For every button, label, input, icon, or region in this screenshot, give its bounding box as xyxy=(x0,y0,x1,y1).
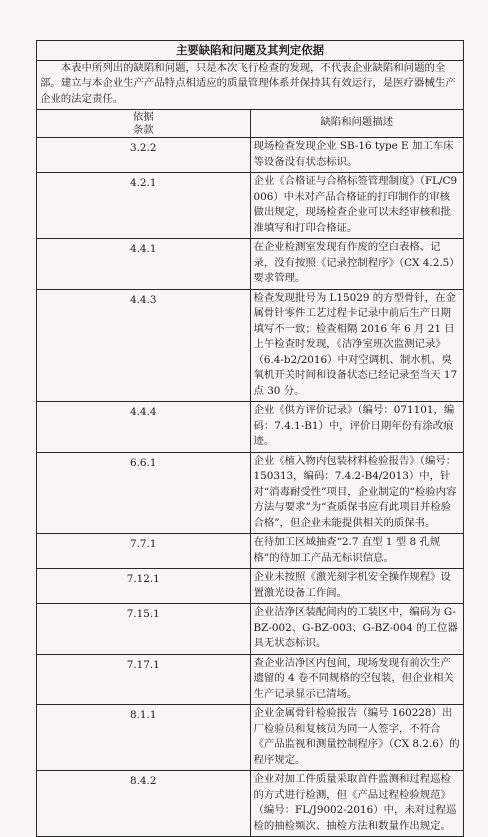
intro-row xyxy=(37,60,464,110)
finding-description: 企业对加工件质量采取首件监测和过程巡检的方式进行检测，但《产品过程检验规范》（编号：FL/J9002-2016）中，未对过程巡检的抽检频次、抽检方法和数量作出规定。 xyxy=(250,771,464,837)
findings-table-page xyxy=(36,40,464,837)
header-row xyxy=(37,110,464,138)
basis-clause: 4.4.1 xyxy=(37,239,251,290)
findings-rows xyxy=(37,138,464,837)
table-row xyxy=(37,173,464,239)
finding-description: 企业《植入物内包装材料检验报告》（编号：150313，编码：7.4.2-B4/2013）中，针对“消毒耐受性”项目，企业制定的“检验内容方法与要求”为“查质保书应有此项目并检验合格”，但企业未能提供相关的质保书。 xyxy=(250,452,464,534)
basis-clause: 4.4.3 xyxy=(37,289,251,402)
table-row xyxy=(37,239,464,290)
finding-description: 企业金属骨针检验报告（编号 160228）出厂检验员和复核员为同一人签字，不符合《产品监视和测量控制程序》（CX 8.2.6）的程序规定。 xyxy=(250,705,464,771)
table-row xyxy=(37,289,464,402)
title-row xyxy=(37,41,464,61)
intro-paragraph: 本表中所列出的缺陷和问题，只是本次飞行检查的发现，不代表企业缺陷和问题的全部。建立与本企业生产产品特点相适应的质量管理体系并保持其有效运行，是医疗器械生产企业的法定责任。 xyxy=(37,60,464,110)
table-row xyxy=(37,771,464,837)
finding-description: 查企业洁净区内包间，现场发现有前次生产遗留的 4 卷不同规格的空包装，但企业相关生产记录显示已清场。 xyxy=(250,654,464,705)
header-basis-line1: 依据 xyxy=(132,111,154,123)
finding-description: 企业《合格证与合格标签管理制度》（FL/C9006）中未对产品合格证的打印制作的审核做出规定，现场检查企业可以未经审核和批准填写和打印合格证。 xyxy=(250,173,464,239)
finding-description: 企业未按照《激光刻字机安全操作规程》设置激光设备工作间。 xyxy=(250,569,464,604)
basis-clause: 8.4.2 xyxy=(37,771,251,837)
table-row xyxy=(37,705,464,771)
basis-clause: 4.4.4 xyxy=(37,402,251,453)
basis-clause: 7.15.1 xyxy=(37,604,251,655)
finding-description: 在待加工区域抽查“2.7 直型 1 型 8 孔规格”的待加工产品无标识信息。 xyxy=(250,534,464,569)
basis-clause: 3.2.2 xyxy=(37,138,251,173)
table-row xyxy=(37,452,464,534)
table-row xyxy=(37,138,464,173)
finding-description: 现场检查发现企业 SB-16 type E 加工车床等设备没有状态标识。 xyxy=(250,138,464,173)
header-basis-line2: 条款 xyxy=(132,123,154,136)
basis-clause: 7.17.1 xyxy=(37,654,251,705)
basis-clause: 7.7.1 xyxy=(37,534,251,569)
findings-table xyxy=(36,40,464,837)
table-row xyxy=(37,402,464,453)
table-row xyxy=(37,604,464,655)
basis-clause: 4.2.1 xyxy=(37,173,251,239)
finding-description: 检查发现批号为 L15029 的方型骨针，在金属骨针零件工艺过程卡记录中前后生产日期填写不一致；检查相隔 2016 年 6 月 21 日上午检查时发现，《洁净室班次监测记录》（6.4-b2/2016）中对空调机、制水机、臭氧机开关时间和设备状态已经记录至当天 17 点 30 分。 xyxy=(250,289,464,402)
basis-clause: 6.6.1 xyxy=(37,452,251,534)
table-row xyxy=(37,569,464,604)
table-row xyxy=(37,654,464,705)
table-title: 主要缺陷和问题及其判定依据 xyxy=(37,41,464,61)
finding-description: 在企业检测室发现有作废的空白表格、记录，没有按照《记录控制程序》（CX 4.2.5）要求管理。 xyxy=(250,239,464,290)
basis-clause: 8.1.1 xyxy=(37,705,251,771)
finding-description: 企业洁净区装配间内的工装区中，编码为 G-BZ-002、G-BZ-003、G-BZ-004 的工位器具无状态标识。 xyxy=(250,604,464,655)
header-basis-clause xyxy=(37,110,251,138)
header-description: 缺陷和问题描述 xyxy=(250,110,464,138)
basis-clause: 7.12.1 xyxy=(37,569,251,604)
finding-description: 企业《供方评价记录》（编号：071101，编码：7.4.1-B1）中，评价日期年份有涂改痕迹。 xyxy=(250,402,464,453)
table-row xyxy=(37,534,464,569)
